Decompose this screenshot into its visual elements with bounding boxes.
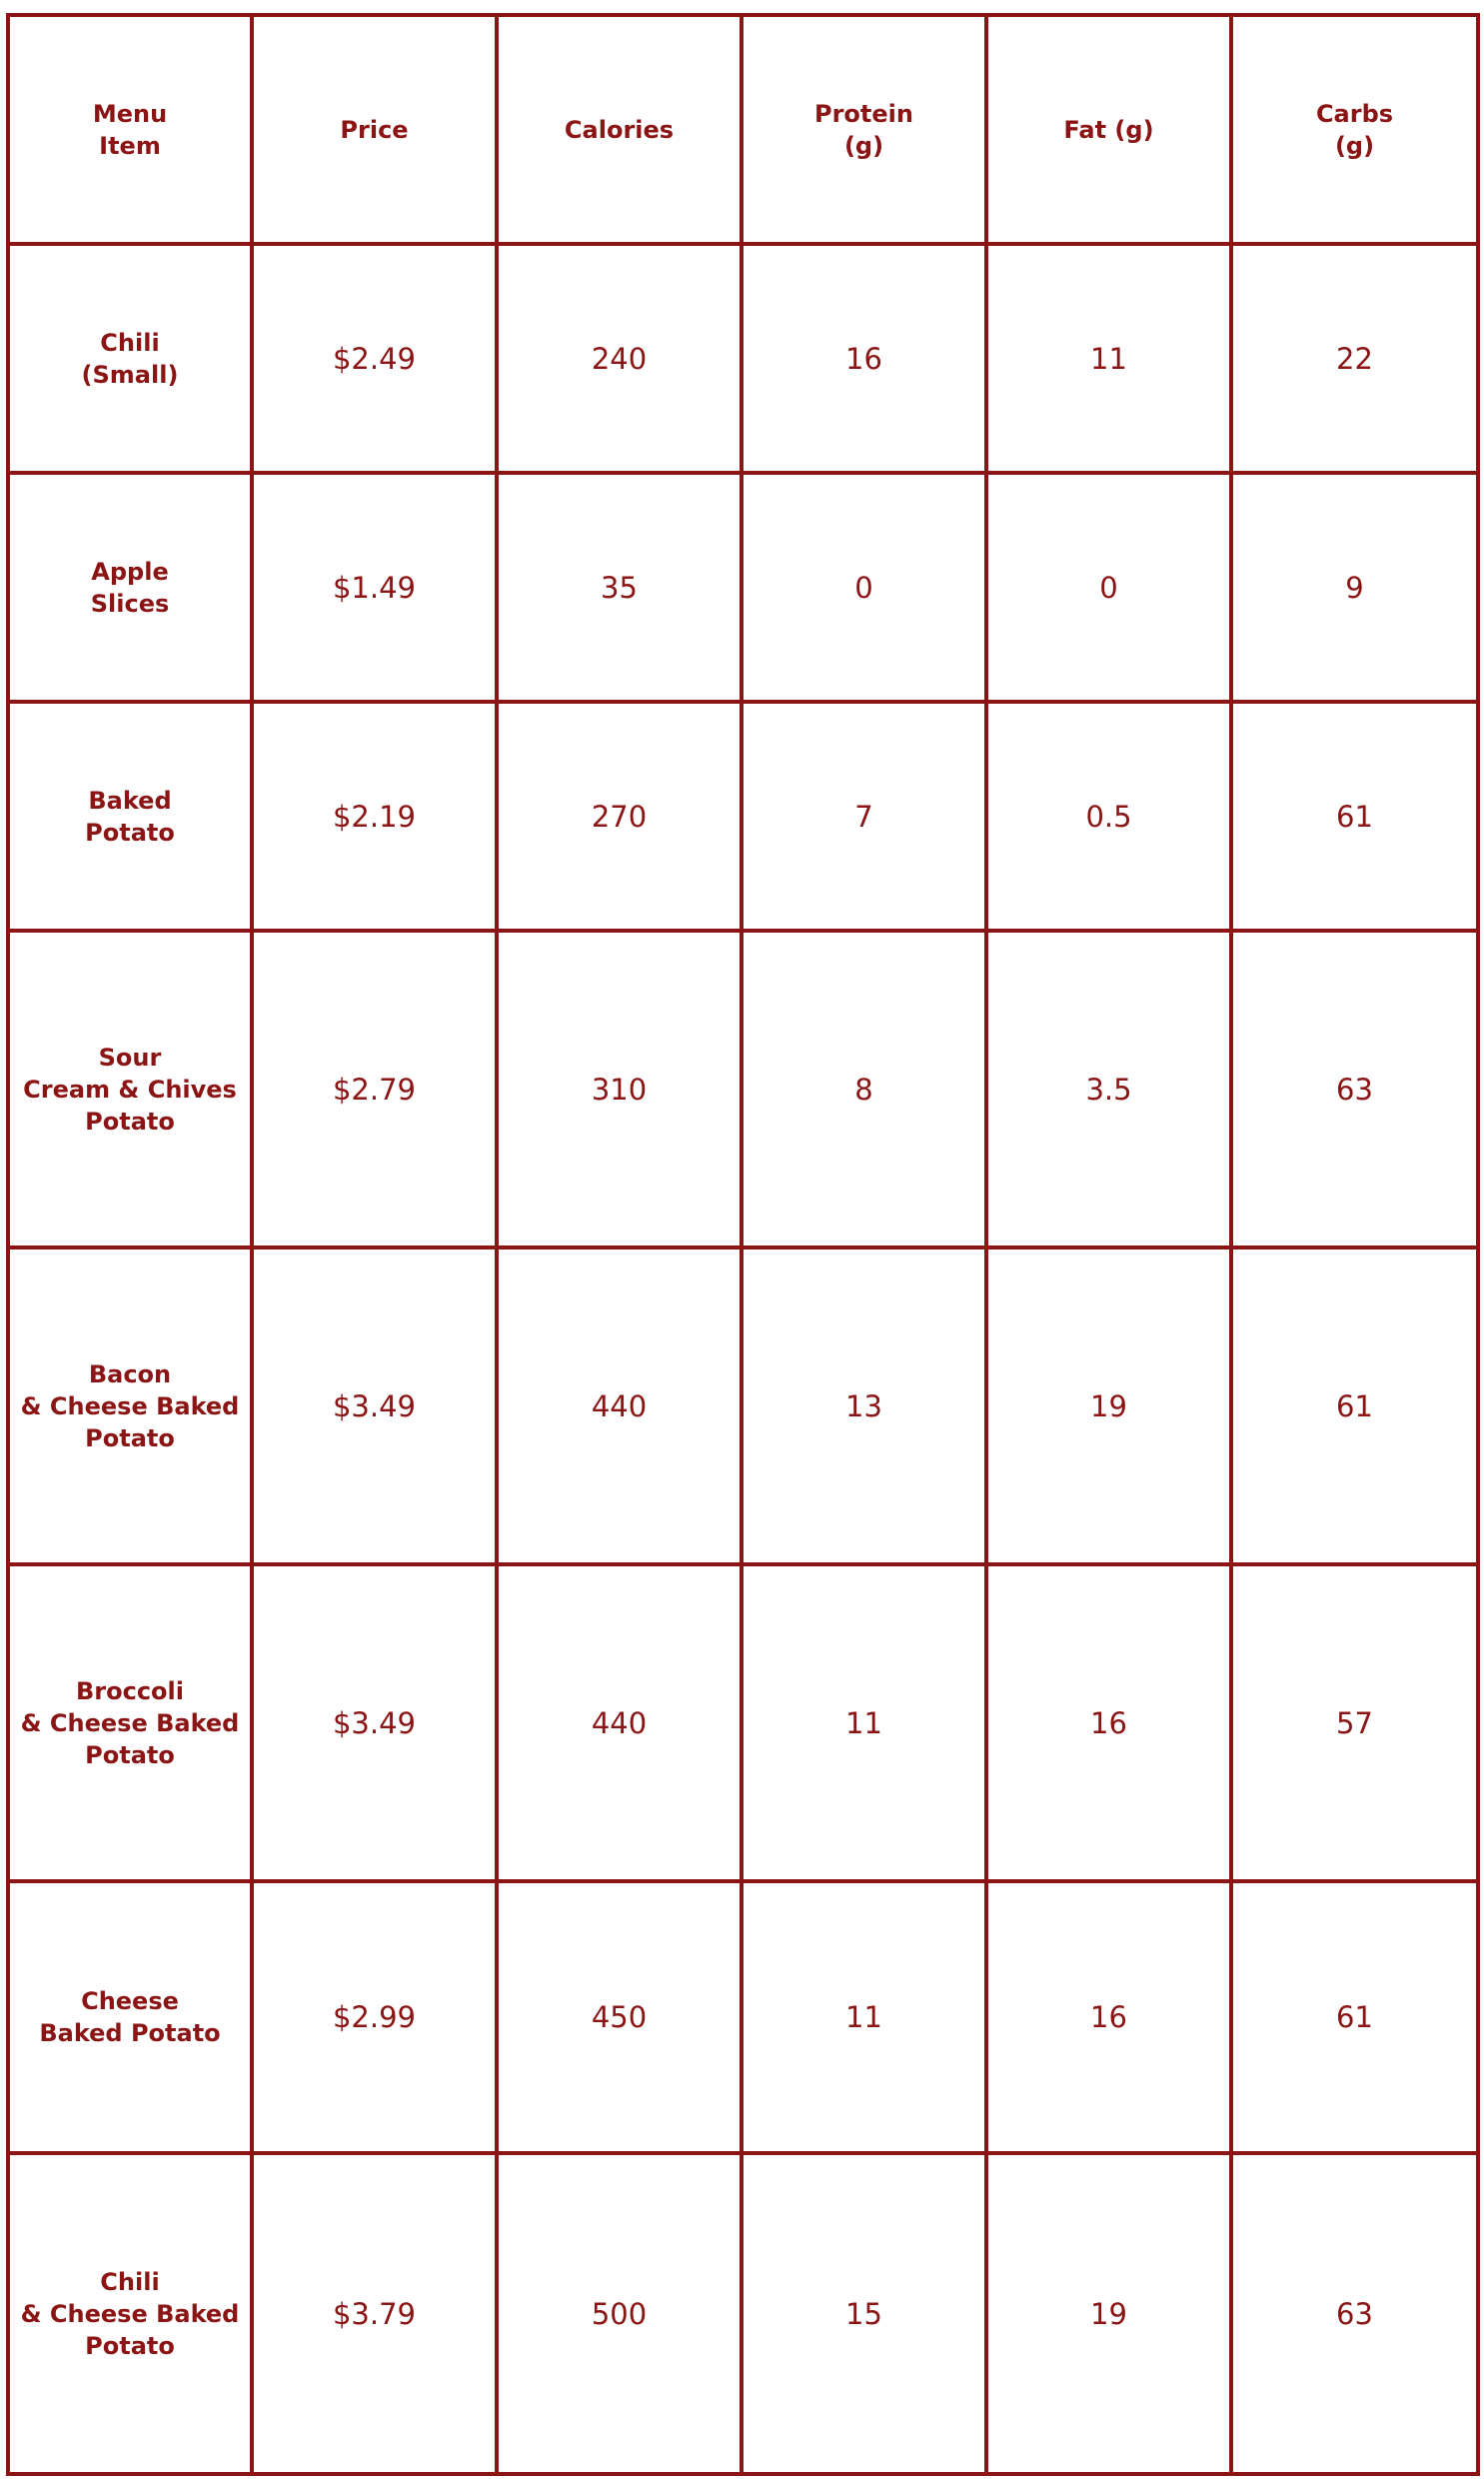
carbs-cell: 63 bbox=[1231, 931, 1478, 1247]
protein-cell: 11 bbox=[742, 1881, 986, 2153]
calories-cell: 310 bbox=[497, 931, 742, 1247]
table-row bbox=[8, 2153, 1478, 2474]
price-cell: $2.79 bbox=[252, 931, 497, 1247]
menu-item-cell: Sour Cream & Chives Potato bbox=[8, 931, 252, 1247]
header-fat: Fat (g) bbox=[986, 15, 1231, 244]
carbs-cell: 22 bbox=[1231, 244, 1478, 473]
price-cell: $3.49 bbox=[252, 1564, 497, 1881]
calories-cell: 440 bbox=[497, 1247, 742, 1564]
table-header-row bbox=[8, 15, 1478, 244]
carbs-cell: 57 bbox=[1231, 1564, 1478, 1881]
menu-item-cell: Cheese Baked Potato bbox=[8, 1881, 252, 2153]
table-row bbox=[8, 1564, 1478, 1881]
price-cell: $3.79 bbox=[252, 2153, 497, 2474]
fat-cell: 16 bbox=[986, 1564, 1231, 1881]
calories-cell: 270 bbox=[497, 702, 742, 931]
price-cell: $2.49 bbox=[252, 244, 497, 473]
fat-cell: 16 bbox=[986, 1881, 1231, 2153]
menu-item-cell: Chili (Small) bbox=[8, 244, 252, 473]
protein-cell: 16 bbox=[742, 244, 986, 473]
header-menu-item: Menu Item bbox=[8, 15, 252, 244]
carbs-cell: 61 bbox=[1231, 702, 1478, 931]
table-row bbox=[8, 702, 1478, 931]
menu-item-cell: Baked Potato bbox=[8, 702, 252, 931]
fat-cell: 0 bbox=[986, 473, 1231, 702]
table-row bbox=[8, 244, 1478, 473]
fat-cell: 0.5 bbox=[986, 702, 1231, 931]
menu-item-cell: Chili & Cheese Baked Potato bbox=[8, 2153, 252, 2474]
calories-cell: 240 bbox=[497, 244, 742, 473]
price-cell: $2.19 bbox=[252, 702, 497, 931]
calories-cell: 450 bbox=[497, 1881, 742, 2153]
menu-item-cell: Broccoli & Cheese Baked Potato bbox=[8, 1564, 252, 1881]
fat-cell: 19 bbox=[986, 1247, 1231, 1564]
carbs-cell: 9 bbox=[1231, 473, 1478, 702]
table-row bbox=[8, 1247, 1478, 1564]
calories-cell: 440 bbox=[497, 1564, 742, 1881]
price-cell: $3.49 bbox=[252, 1247, 497, 1564]
header-price: Price bbox=[252, 15, 497, 244]
calories-cell: 500 bbox=[497, 2153, 742, 2474]
carbs-cell: 63 bbox=[1231, 2153, 1478, 2474]
header-protein: Protein (g) bbox=[742, 15, 986, 244]
protein-cell: 13 bbox=[742, 1247, 986, 1564]
fat-cell: 3.5 bbox=[986, 931, 1231, 1247]
table-row bbox=[8, 1881, 1478, 2153]
header-calories: Calories bbox=[497, 15, 742, 244]
carbs-cell: 61 bbox=[1231, 1881, 1478, 2153]
fat-cell: 11 bbox=[986, 244, 1231, 473]
header-carbs: Carbs (g) bbox=[1231, 15, 1478, 244]
nutrition-table bbox=[6, 13, 1480, 2476]
price-cell: $1.49 bbox=[252, 473, 497, 702]
menu-item-cell: Apple Slices bbox=[8, 473, 252, 702]
protein-cell: 8 bbox=[742, 931, 986, 1247]
table-row bbox=[8, 931, 1478, 1247]
table-row bbox=[8, 473, 1478, 702]
price-cell: $2.99 bbox=[252, 1881, 497, 2153]
protein-cell: 15 bbox=[742, 2153, 986, 2474]
protein-cell: 11 bbox=[742, 1564, 986, 1881]
protein-cell: 0 bbox=[742, 473, 986, 702]
calories-cell: 35 bbox=[497, 473, 742, 702]
protein-cell: 7 bbox=[742, 702, 986, 931]
carbs-cell: 61 bbox=[1231, 1247, 1478, 1564]
fat-cell: 19 bbox=[986, 2153, 1231, 2474]
menu-item-cell: Bacon & Cheese Baked Potato bbox=[8, 1247, 252, 1564]
